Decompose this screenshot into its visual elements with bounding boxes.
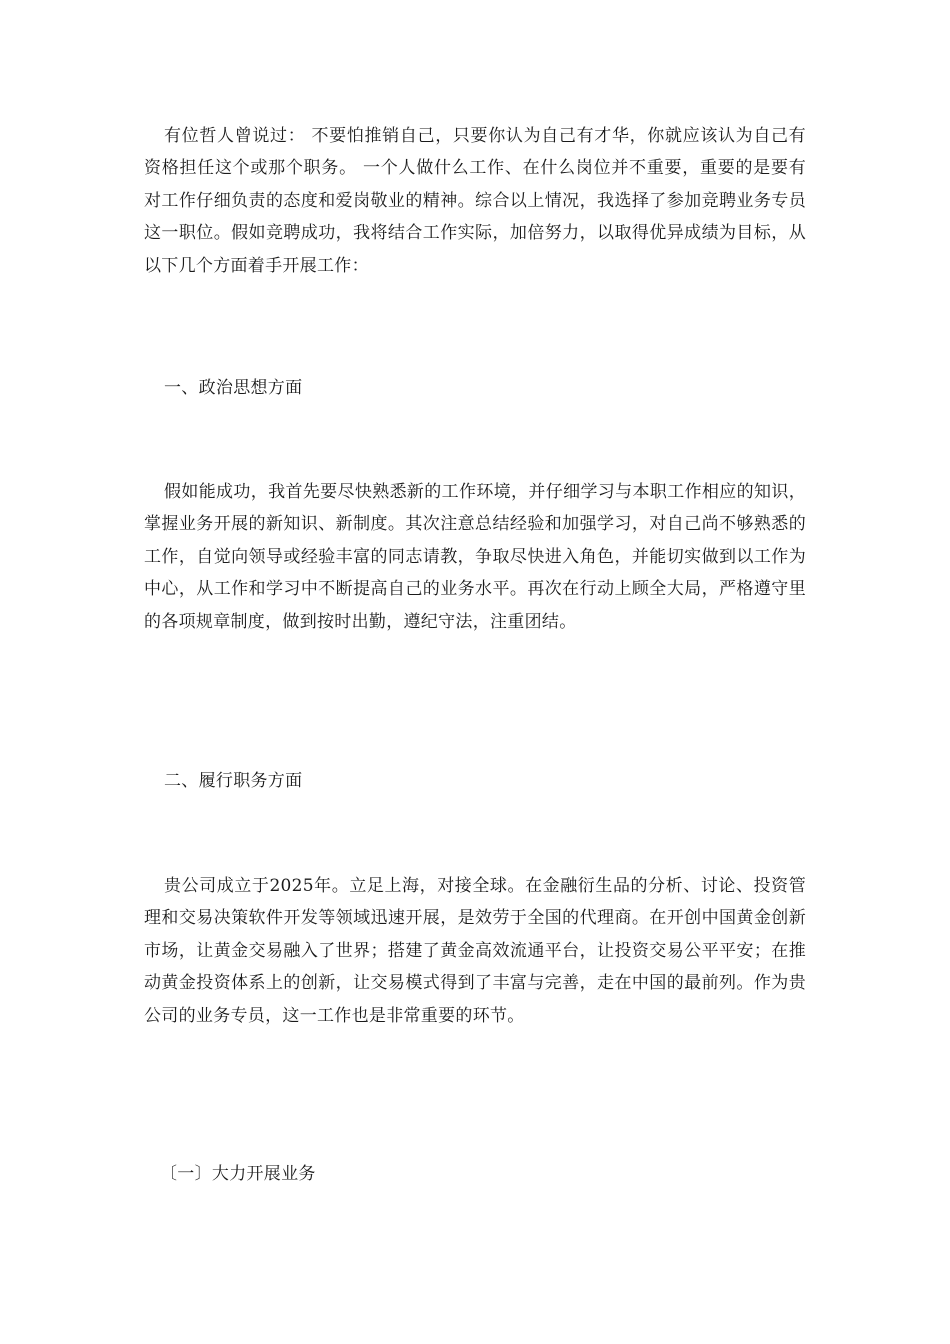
section-heading-duties: 二、履行职务方面: [164, 771, 303, 791]
subsection-heading-business: 〔一〕大力开展业务: [160, 1164, 316, 1184]
section-paragraph-duties: 贵公司成立于2025年。立足上海，对接全球。在金融衍生品的分析、讨论、投资管理和交易决策软件开发等领域迅速开展，是效劳于全国的代理商。在开创中国黄金创新市场，让黄金交易融入了世界；搭建了黄金高效流通平台，让投资交易公平平安；在推动黄金投资体系上的创新，让交易模式得到了丰富与完善，走在中国的最前列。作为贵公司的业务专员，这一工作也是非常重要的环节。: [144, 876, 806, 1026]
section-heading-political: 一、政治思想方面: [164, 378, 303, 398]
section-paragraph-political: 假如能成功，我首先要尽快熟悉新的工作环境，并仔细学习与本职工作相应的知识，掌握业务开展的新知识、新制度。其次注意总结经验和加强学习，对自己尚不够熟悉的工作，自觉向领导或经验丰富的同志请教，争取尽快进入角色，并能切实做到以工作为中心，从工作和学习中不断提高自己的业务水平。再次在行动上顾全大局，严格遵守里的各项规章制度，做到按时出勤，遵纪守法，注重团结。: [144, 482, 806, 632]
intro-paragraph: 有位哲人曾说过： 不要怕推销自己，只要你认为自己有才华，你就应该认为自己有资格担任这个或那个职务。 一个人做什么工作、在什么岗位并不重要，重要的是要有对工作仔细负责的态度和爱岗敬业的精神。综合以上情况，我选择了参加竞聘业务专员这一职位。假如竞聘成功，我将结合工作实际，加倍努力，以取得优异成绩为目标，从以下几个方面着手开展工作：: [144, 126, 806, 276]
